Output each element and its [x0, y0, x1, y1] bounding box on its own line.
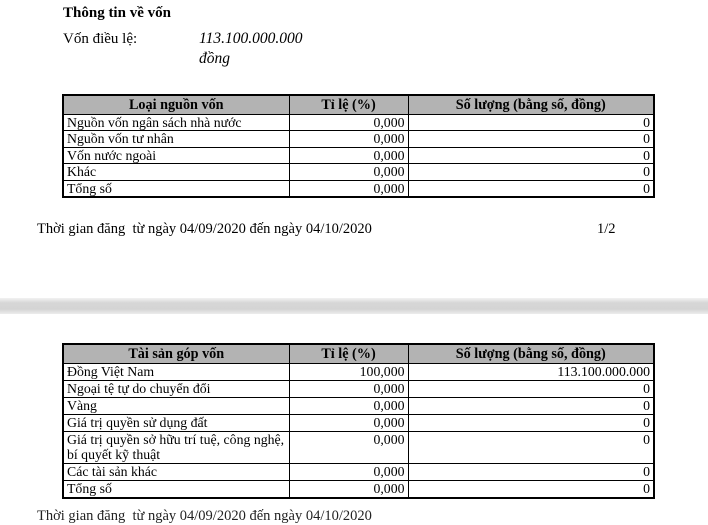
page-separator	[0, 298, 708, 314]
column-header-ratio: Tỉ lệ (%)	[289, 95, 408, 115]
table-row	[63, 432, 654, 464]
source-amount: 0	[408, 164, 654, 180]
table-row	[63, 364, 654, 381]
source-label: Khác	[63, 164, 289, 180]
table-row-total	[63, 180, 654, 197]
column-header-source-type: Loại nguồn vốn	[63, 95, 289, 115]
source-ratio: 0,000	[289, 131, 408, 147]
asset-ratio: 0,000	[289, 398, 408, 415]
contributed-assets-table	[62, 343, 655, 499]
asset-label: Đồng Việt Nam	[63, 364, 289, 381]
asset-ratio: 0,000	[289, 381, 408, 398]
column-header-amount: Số lượng (bằng số, đồng)	[408, 344, 654, 364]
source-amount: 0	[408, 115, 654, 131]
source-ratio: 0,000	[289, 164, 408, 180]
asset-amount: 0	[408, 415, 654, 432]
table-row-total	[63, 480, 654, 498]
page-indicator: 1/2	[597, 221, 616, 237]
publish-period-text: Thời gian đăng từ ngày 04/09/2020 đến ngày 04/10/2020	[37, 221, 372, 237]
table-row	[63, 398, 654, 415]
asset-label: Tổng số	[63, 480, 289, 498]
source-amount: 0	[408, 180, 654, 197]
asset-label: Ngoại tệ tự do chuyển đổi	[63, 381, 289, 398]
asset-ratio: 100,000	[289, 364, 408, 381]
asset-ratio: 0,000	[289, 480, 408, 498]
asset-amount: 0	[408, 398, 654, 415]
asset-ratio: 0,000	[289, 415, 408, 432]
page-title: Thông tin về vốn	[63, 5, 171, 21]
asset-ratio: 0,000	[289, 432, 408, 464]
table-row	[63, 415, 654, 432]
source-label: Tổng số	[63, 180, 289, 197]
charter-capital-amount: 113.100.000.000	[199, 30, 303, 47]
table-row	[63, 131, 654, 147]
asset-label: Giá trị quyền sở hữu trí tuệ, công nghệ, bí quyết kỹ thuật	[63, 432, 289, 464]
cutoff-caption: Thời gian đăng từ ngày 04/09/2020 đến ngày 04/10/2020	[37, 508, 372, 524]
source-label: Vốn nước ngoài	[63, 147, 289, 163]
table-row	[63, 463, 654, 480]
asset-label: Các tài sản khác	[63, 463, 289, 480]
column-header-ratio: Tỉ lệ (%)	[289, 344, 408, 364]
table-header-row	[63, 95, 654, 115]
source-label: Nguồn vốn ngân sách nhà nước	[63, 115, 289, 131]
column-header-asset-type: Tài sản góp vốn	[63, 344, 289, 364]
source-amount: 0	[408, 131, 654, 147]
table-row	[63, 164, 654, 180]
table-header-row	[63, 344, 654, 364]
source-amount: 0	[408, 147, 654, 163]
column-header-amount: Số lượng (bằng số, đồng)	[408, 95, 654, 115]
source-ratio: 0,000	[289, 147, 408, 163]
charter-capital-label: Vốn điều lệ:	[63, 31, 138, 47]
table-row	[63, 115, 654, 131]
asset-label: Giá trị quyền sử dụng đất	[63, 415, 289, 432]
asset-label: Vàng	[63, 398, 289, 415]
asset-amount: 0	[408, 463, 654, 480]
source-ratio: 0,000	[289, 115, 408, 131]
asset-amount: 0	[408, 480, 654, 498]
capital-sources-table	[62, 94, 655, 198]
source-ratio: 0,000	[289, 180, 408, 197]
table-row	[63, 147, 654, 163]
charter-capital-value	[199, 29, 302, 69]
source-label: Nguồn vốn tư nhân	[63, 131, 289, 147]
asset-amount: 0	[408, 381, 654, 398]
asset-ratio: 0,000	[289, 463, 408, 480]
charter-capital-unit: đồng	[199, 50, 230, 67]
asset-amount: 0	[408, 432, 654, 464]
table-row	[63, 381, 654, 398]
asset-amount: 113.100.000.000	[408, 364, 654, 381]
